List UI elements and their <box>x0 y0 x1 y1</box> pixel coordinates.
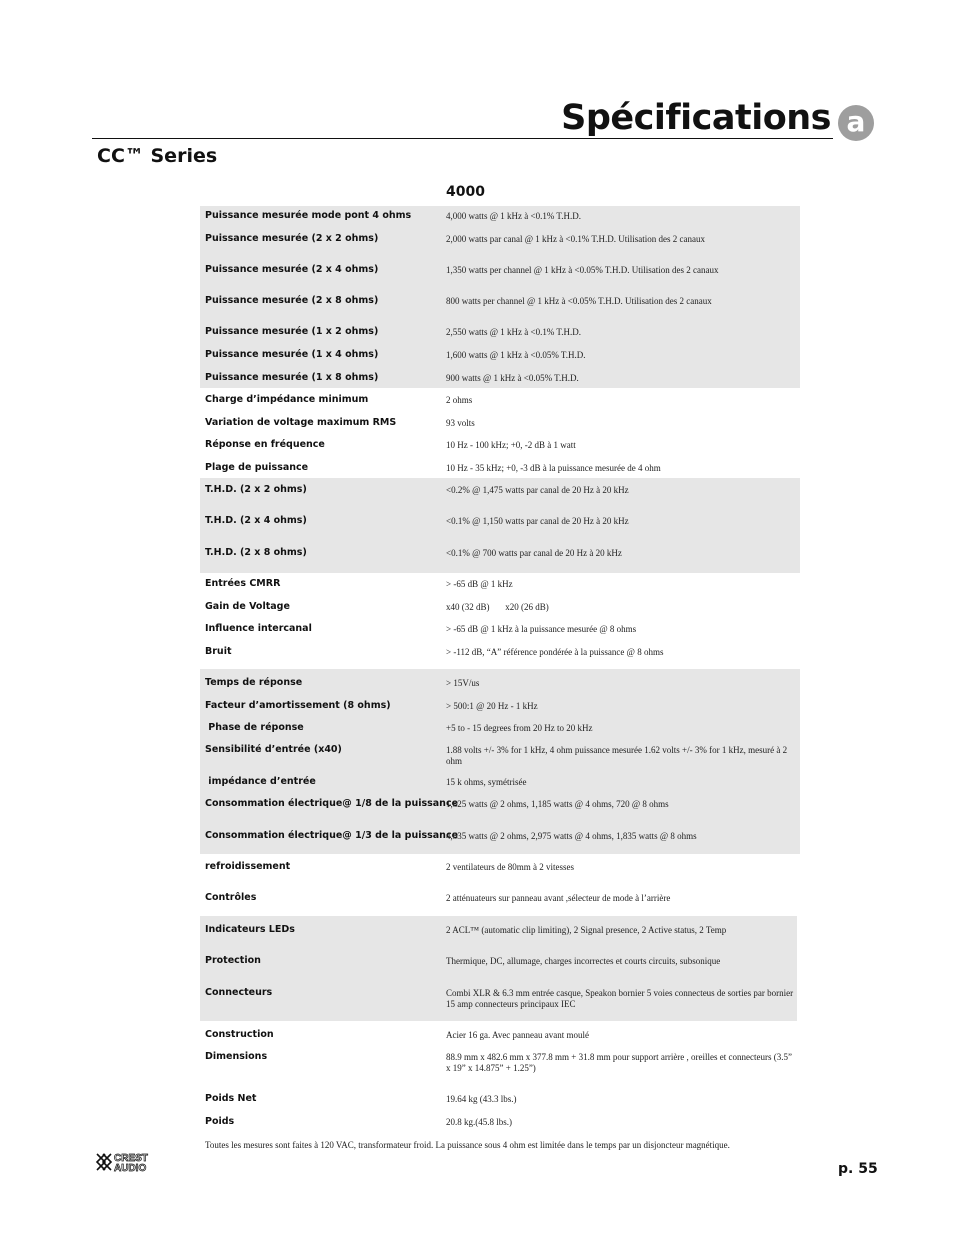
spec-label: Puissance mesurée (2 x 8 ohms) <box>205 295 379 306</box>
spec-value: 2 ohms <box>446 395 473 405</box>
spec-value: 4,000 watts @ 1 kHz à <0.1% T.H.D. <box>446 211 582 221</box>
spec-label: Consommation électrique@ 1/8 de la puissance <box>205 798 459 809</box>
spec-value: 93 volts <box>446 418 475 428</box>
spec-value: 20.8 kg.(45.8 lbs.) <box>446 1117 512 1127</box>
spec-value: 10 Hz - 100 kHz; +0, -2 dB à 1 watt <box>446 440 576 450</box>
spec-value: > 500:1 @ 20 Hz - 1 kHz <box>446 701 538 711</box>
spec-value: > 15V/us <box>446 678 480 688</box>
spec-label: Poids <box>205 1116 235 1127</box>
spec-label: Phase de réponse <box>205 722 304 733</box>
spec-label: T.H.D. (2 x 2 ohms) <box>205 484 307 495</box>
spec-value: > -112 dB, “A” référence pondérée à la puissance @ 8 ohms <box>446 647 664 657</box>
spec-value: 2 ACL™ (automatic clip limiting), 2 Signal presence, 2 Active status, 2 Temp <box>446 925 727 935</box>
spec-value: 88.9 mm x 482.6 mm x 377.8 mm + 31.8 mm pour support arrière , oreilles et connecteurs (3.5” x 19” x 14.875” + 1.25”) <box>446 1052 793 1073</box>
spec-label: Consommation électrique@ 1/3 de la puissance <box>205 830 459 841</box>
crest-audio-logo <box>95 1151 173 1173</box>
spec-label: Bruit <box>205 646 232 657</box>
spec-value: 1,350 watts per channel @ 1 kHz à <0.05% T.H.D. Utilisation des 2 canaux <box>446 265 719 275</box>
spec-label: Puissance mesurée (1 x 8 ohms) <box>205 372 379 383</box>
spec-value: 900 watts @ 1 kHz à <0.05% T.H.D. <box>446 373 579 383</box>
page-number: p. 55 <box>838 1161 878 1177</box>
spec-value: 10 Hz - 35 kHz; +0, -3 dB à la puissance mesurée de 4 ohm <box>446 463 661 473</box>
series-title: CC™ Series <box>97 145 218 167</box>
appendix-badge: a <box>838 105 874 141</box>
spec-label: Puissance mesurée mode pont 4 ohms <box>205 210 412 221</box>
spec-label: impédance d’entrée <box>205 776 316 787</box>
spec-label: Contrôles <box>205 892 257 903</box>
spec-value: 2,000 watts par canal @ 1 kHz à <0.1% T.H.D. Utilisation des 2 canaux <box>446 234 705 244</box>
spec-value: <0.2% @ 1,475 watts par canal de 20 Hz à 20 kHz <box>446 485 629 495</box>
spec-value: Thermique, DC, allumage, charges incorrectes et courts circuits, subsonique <box>446 956 721 966</box>
spec-value: 1,600 watts @ 1 kHz à <0.05% T.H.D. <box>446 350 586 360</box>
footnote: Toutes les mesures sont faites à 120 VAC, transformateur froid. La puissance sous 4 ohm est limitée dans le temps par un disjoncteur magnétique. <box>205 1140 730 1150</box>
spec-value: 2 atténuateurs sur panneau avant ,sélecteur de mode à l’arrière <box>446 893 671 903</box>
spec-label: Temps de réponse <box>205 677 303 688</box>
spec-label: Construction <box>205 1029 274 1040</box>
spec-label: Protection <box>205 955 261 966</box>
spec-value: Combi XLR & 6.3 mm entrée casque, Speakon bornier 5 voies connecteus de sorties par bornier 15 amp connecteurs principaux IEC <box>446 988 794 1009</box>
spec-label: Facteur d’amortissement (8 ohms) <box>205 700 391 711</box>
spec-label: Puissance mesurée (2 x 4 ohms) <box>205 264 379 275</box>
spec-value: 15 k ohms, symétrisée <box>446 777 527 787</box>
spec-value: <0.1% @ 1,150 watts par canal de 20 Hz à 20 kHz <box>446 516 629 526</box>
spec-value: 19.64 kg (43.3 lbs.) <box>446 1094 517 1104</box>
logo-text-line2: AUDIO <box>114 1163 147 1173</box>
spec-label: Indicateurs LEDs <box>205 924 295 935</box>
model-heading: 4000 <box>446 184 485 200</box>
spec-value: 1.88 volts +/- 3% for 1 kHz, 4 ohm puissance mesurée 1.62 volts +/- 3% for 1 kHz, mesuré à 2 ohm <box>446 745 788 766</box>
spec-label: Poids Net <box>205 1093 257 1104</box>
spec-label: Puissance mesurée (2 x 2 ohms) <box>205 233 379 244</box>
spec-label: T.H.D. (2 x 4 ohms) <box>205 515 307 526</box>
spec-label: Puissance mesurée (1 x 4 ohms) <box>205 349 379 360</box>
page-title: Spécifications <box>561 98 831 138</box>
spec-value: <0.1% @ 700 watts par canal de 20 Hz à 20 kHz <box>446 548 622 558</box>
spec-label: Réponse en fréquence <box>205 439 325 450</box>
spec-value: 2 ventilateurs de 80mm à 2 vitesses <box>446 862 574 872</box>
spec-value: x40 (32 dB) x20 (26 dB) <box>446 602 549 612</box>
spec-label: T.H.D. (2 x 8 ohms) <box>205 547 307 558</box>
spec-label: Charge d’impédance minimum <box>205 394 369 405</box>
logo-text-line1: CREST <box>114 1153 148 1164</box>
spec-value: +5 to - 15 degrees from 20 Hz to 20 kHz <box>446 723 593 733</box>
spec-label: refroidissement <box>205 861 291 872</box>
spec-label: Sensibilité d’entrée (x40) <box>205 744 342 755</box>
spec-label: Influence intercanal <box>205 623 312 634</box>
spec-value: Acier 16 ga. Avec panneau avant moulé <box>446 1030 590 1040</box>
title-rule <box>92 92 833 139</box>
spec-value: > -65 dB @ 1 kHz <box>446 579 513 589</box>
spec-label: Entrées CMRR <box>205 578 281 589</box>
spec-value: 800 watts per channel @ 1 kHz à <0.05% T.H.D. Utilisation des 2 canaux <box>446 296 712 306</box>
spec-label: Variation de voltage maximum RMS <box>205 417 397 428</box>
spec-value: 4,535 watts @ 2 ohms, 2,975 watts @ 4 ohms, 1,835 watts @ 8 ohms <box>446 831 697 841</box>
spec-label: Dimensions <box>205 1051 268 1062</box>
spec-label: Gain de Voltage <box>205 601 290 612</box>
spec-label: Connecteurs <box>205 987 273 998</box>
spec-label: Plage de puissance <box>205 462 309 473</box>
spec-value: 1,825 watts @ 2 ohms, 1,185 watts @ 4 ohms, 720 @ 8 ohms <box>446 799 669 809</box>
spec-value: 2,550 watts @ 1 kHz à <0.1% T.H.D. <box>446 327 582 337</box>
spec-value: > -65 dB @ 1 kHz à la puissance mesurée @ 8 ohms <box>446 624 637 634</box>
spec-label: Puissance mesurée (1 x 2 ohms) <box>205 326 379 337</box>
